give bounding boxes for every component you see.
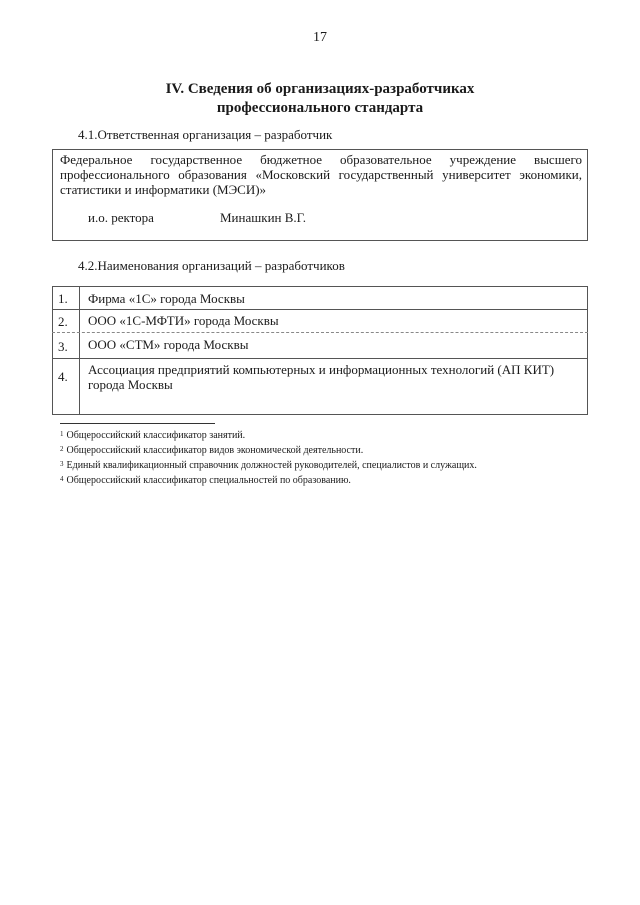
footnote [60, 445, 580, 457]
footnote-mark: 1 [60, 430, 64, 438]
table-column-divider [79, 286, 80, 415]
table-row-divider [52, 309, 588, 310]
footnote-mark: 3 [60, 460, 64, 468]
page-number: 17 [313, 30, 327, 45]
footnote [60, 430, 580, 442]
footnote-text: Общероссийский классификатор специальностей по образованию. [66, 475, 351, 486]
organization-name-line-1: Ассоциация предприятий компьютерных и информационных технологий (АП КИТ) [88, 362, 555, 377]
section-title [60, 80, 580, 118]
organization-name [88, 362, 582, 392]
row-number: 1. [58, 291, 68, 306]
row-number: 3. [58, 339, 68, 354]
footnote-text: Общероссийский классификатор видов экономической деятельности. [66, 445, 364, 456]
footnote [60, 460, 580, 472]
organization-name-line-2: города Москвы [88, 377, 173, 392]
footnote-separator [60, 423, 215, 424]
footnote-mark: 2 [60, 445, 64, 453]
org-name-line-1: Федеральное государственное бюджетное образовательное учреждение высшего [60, 152, 582, 167]
section-title-line-1: IV. Сведения об организациях-разработчиках [165, 81, 475, 97]
footnote-mark: 4 [60, 475, 64, 483]
organization-name: ООО «СТМ» города Москвы [88, 337, 249, 352]
row-number: 2. [58, 314, 68, 329]
footnote-text: Общероссийский классификатор занятий. [66, 430, 246, 441]
section-title-line-2: профессионального стандарта [216, 100, 424, 116]
org-name-line-2: профессионального образования «Московский государственный университет экономики, [60, 167, 582, 182]
signer-name: Минашкин В.Г. [220, 210, 306, 225]
footnote-text: Единый квалификационный справочник должностей руководителей, специалистов и служащих. [66, 460, 477, 471]
developers-heading: 4.2.Наименования организаций – разработчиков [78, 258, 345, 273]
signer-role: и.о. ректора [88, 210, 154, 225]
responsible-org-heading: 4.1.Ответственная организация – разработчик [78, 127, 333, 142]
responsible-org-name [60, 152, 582, 197]
row-number: 4. [58, 369, 68, 384]
organization-name: ООО «1С-МФТИ» города Москвы [88, 313, 279, 328]
org-name-line-3: статистики и информатики (МЭСИ)» [60, 182, 267, 197]
footnote [60, 475, 580, 487]
table-row-divider [52, 332, 588, 334]
table-row-divider [52, 358, 588, 359]
organization-name: Фирма «1С» города Москвы [88, 291, 245, 306]
